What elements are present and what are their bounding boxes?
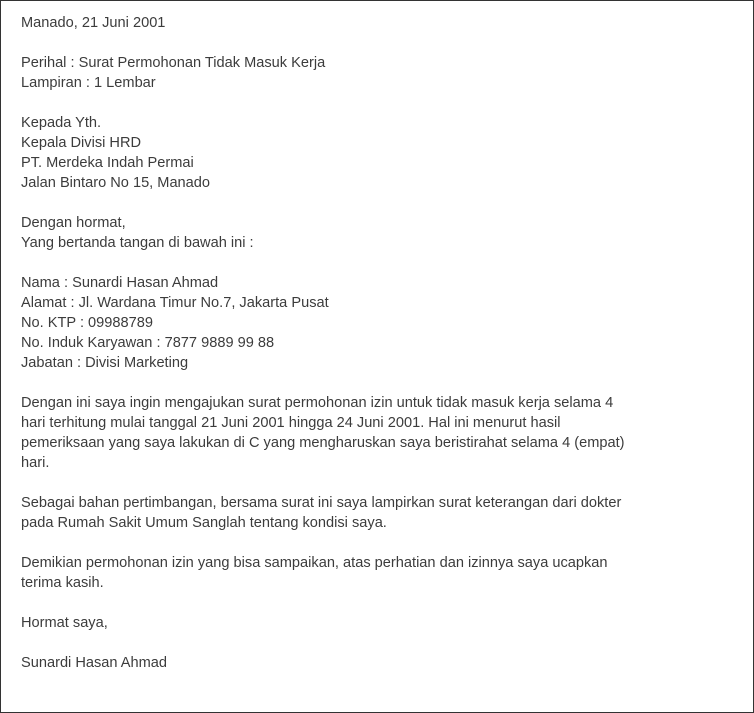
recipient-line-1: Kepada Yth. bbox=[21, 115, 102, 131]
intro-line: Yang bertanda tangan di bawah ini : bbox=[21, 235, 254, 251]
recipient-line-3: PT. Merdeka Indah Permai bbox=[21, 155, 194, 171]
identity-employee-id: No. Induk Karyawan : 7877 9889 99 88 bbox=[21, 335, 275, 351]
signature-name: Sunardi Hasan Ahmad bbox=[21, 655, 168, 671]
spacer bbox=[21, 373, 741, 393]
spacer bbox=[21, 533, 741, 553]
spacer bbox=[21, 93, 741, 113]
paragraph-3-line-2: terima kasih. bbox=[21, 575, 104, 591]
spacer bbox=[21, 193, 741, 213]
paragraph-1-line-2: hari terhitung mulai tanggal 21 Juni 2001 hingga 24 Juni 2001. Hal ini menurut hasil bbox=[21, 415, 561, 431]
paragraph-1-line-3: pemeriksaan yang saya lakukan di C yang mengharuskan saya beristirahat selama 4 (empat) bbox=[21, 435, 625, 451]
paragraph-1-line-1: Dengan ini saya ingin mengajukan surat permohonan izin untuk tidak masuk kerja selama 4 bbox=[21, 395, 614, 411]
paragraph-1-line-4: hari. bbox=[21, 455, 50, 471]
attachment-line: Lampiran : 1 Lembar bbox=[21, 75, 156, 91]
spacer bbox=[21, 633, 741, 653]
spacer bbox=[21, 473, 741, 493]
greeting: Dengan hormat, bbox=[21, 215, 126, 231]
identity-address: Alamat : Jl. Wardana Timur No.7, Jakarta Pusat bbox=[21, 295, 329, 311]
identity-name: Nama : Sunardi Hasan Ahmad bbox=[21, 275, 219, 291]
paragraph-2-line-2: pada Rumah Sakit Umum Sanglah tentang kondisi saya. bbox=[21, 515, 387, 531]
place-date: Manado, 21 Juni 2001 bbox=[21, 15, 166, 31]
identity-position: Jabatan : Divisi Marketing bbox=[21, 355, 189, 371]
spacer bbox=[21, 253, 741, 273]
paragraph-3-line-1: Demikian permohonan izin yang bisa sampaikan, atas perhatian dan izinnya saya ucapkan bbox=[21, 555, 608, 571]
paragraph-2-line-1: Sebagai bahan pertimbangan, bersama surat ini saya lampirkan surat keterangan dari dokter bbox=[21, 495, 622, 511]
recipient-line-4: Jalan Bintaro No 15, Manado bbox=[21, 175, 211, 191]
spacer bbox=[21, 33, 741, 53]
letter-body bbox=[21, 13, 741, 673]
closing: Hormat saya, bbox=[21, 615, 108, 631]
spacer bbox=[21, 593, 741, 613]
recipient-line-2: Kepala Divisi HRD bbox=[21, 135, 142, 151]
identity-ktp: No. KTP : 09988789 bbox=[21, 315, 153, 331]
subject-line: Perihal : Surat Permohonan Tidak Masuk Kerja bbox=[21, 55, 326, 71]
